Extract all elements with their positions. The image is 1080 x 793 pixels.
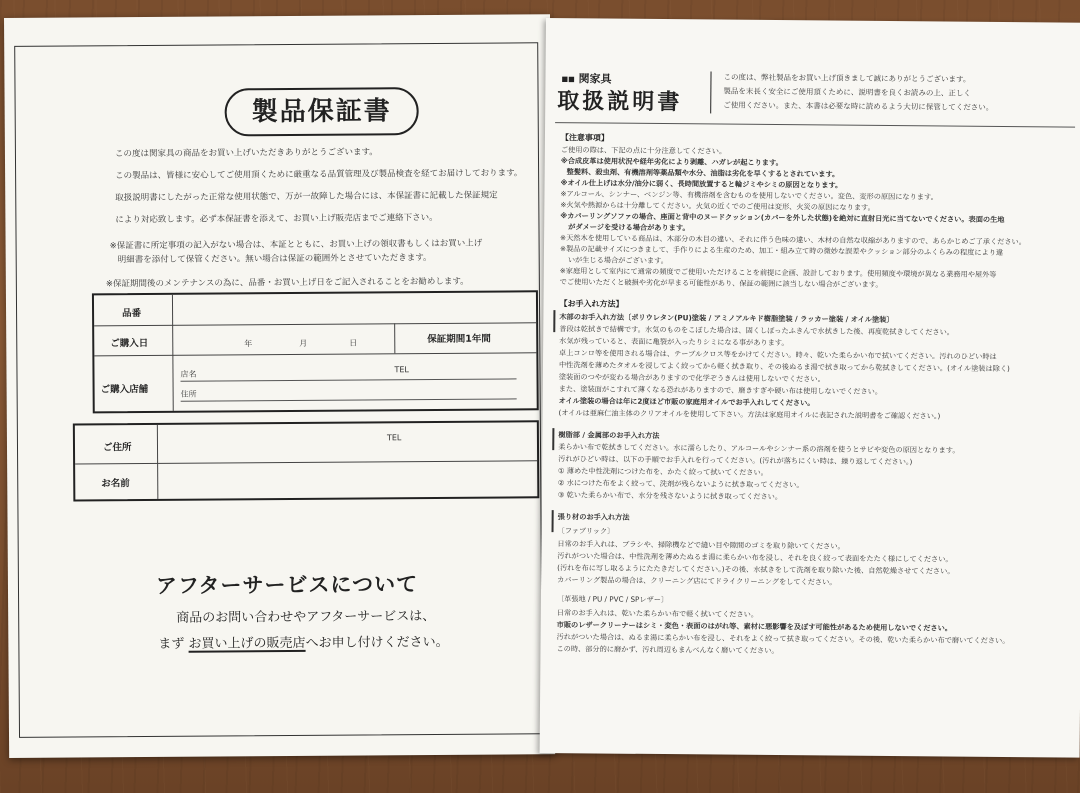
- after-service-line2c: へお申し付けください。: [305, 634, 449, 651]
- section-bar: [552, 510, 554, 532]
- section-bar: [553, 310, 555, 332]
- customer-info-table: [73, 420, 540, 501]
- manual-line: ※合成皮革は使用状況や経年劣化により剥離、ハガレが起こります。: [560, 156, 783, 168]
- warranty-paragraph: この製品は、皆様に安心してご使用頂くために厳重なる品質管理及び製品検査を経てお届けしております。: [115, 168, 523, 182]
- retail-store-emphasis: お買い上げの販売店: [188, 635, 306, 652]
- manual-line: 日常のお手入れは、乾いた柔らかい布で軽く拭いてください。: [556, 608, 759, 619]
- manual-line: ※火気や熱源からは十分離してください。火気の近くでのご使用は変形、火災の原因になります。: [560, 200, 875, 212]
- warranty-title: 製品保証書: [224, 87, 418, 136]
- manual-line: カバーリング製品の場合は、クリーニング店にてドライクリーニングをしてください。: [557, 575, 837, 587]
- manual-line: 卓上コンロ等を使用される場合は、テーブルクロス等をかけてください。時々、乾いた柔らかい布で拭いてください。汚れのひどい時は: [559, 348, 997, 361]
- manual-line: ※カバーリングソファの場合、座面と背中のヌードクッション(カバーを外した状態)を絶対に直射日光に当てないでください。表面の生地: [560, 211, 1005, 225]
- warranty-note: ※保証期間後のメンテナンスの為に、品番・お買い上げ日をご記入されることをお勧めします。: [105, 276, 469, 290]
- customer-tel-label: TEL: [386, 433, 402, 443]
- manual-line: 水気が残っていると、表面に亀裂が入ったりシミになる事があります。: [559, 336, 789, 348]
- manual-line: がダメージを受ける場合があります。: [568, 222, 690, 233]
- manual-line: 〔革張地 / PU / PVC / SPレザー〕: [556, 594, 669, 605]
- manual-line: でご使用いただくと破損や劣化が早まる可能性があり、保証の範囲に該当しない場合がございます。: [559, 277, 883, 289]
- manual-line: 〔ファブリック〕: [557, 526, 615, 536]
- manual-line: 日常のお手入れは、ブラシや、掃除機などで縫い目や隙間のゴミを取り除いてください。: [557, 539, 845, 551]
- manual-line: また、塗装面がこすれて薄くなる恐れがありますので、磨きすぎや硬い布は使用しないでください。: [558, 384, 883, 396]
- manual-line: 汚れがついた場合は、中性洗剤を薄めたぬるま湯に柔らかい布を浸し、それを良く絞って表面をたたく様にしてください。: [557, 551, 953, 564]
- manual-line: 市販のレザークリーナーはシミ・変色・表面のはがれ等、素材に悪影響を及ぼす可能性があるため使用しないでください。: [556, 620, 953, 633]
- warranty-paragraph: により対応致します。必ず本保証書を添えて、お買い上げ販売店までご連絡下さい。: [115, 212, 438, 226]
- intro-divider: [555, 122, 1075, 128]
- manual-title: 取扱説明書: [557, 89, 683, 116]
- instruction-sheet: [540, 18, 1080, 758]
- customer-address-label: ご住所: [102, 442, 132, 454]
- manual-line: ※天然木を使用している商品は、木部分の木目の違い、それに伴う色味の違い、木材の自然な収縮がありますので、あらかじめご了承ください。: [560, 233, 1026, 247]
- manual-line: ※家庭用として室内にて通常の頻度でご使用いただけることを前提に企画、設計しております。使用頻度や環境が異なる業務用や屋外等: [559, 266, 997, 279]
- manual-intro-line: ご使用ください。また、本書は必要な時に読めるよう大切に保管してください。: [723, 100, 994, 112]
- manual-line: (汚れを布に写し取るようにたたきだしてください。)その後、水拭きをして洗剤を取り除いた後、自然乾燥させてください。: [557, 563, 955, 576]
- manual-line: ご使用の際は、下記の点に十分注意してください。: [560, 145, 727, 156]
- brand-logo: ■■ 関家具: [561, 72, 612, 86]
- manual-line: (オイルは亜麻仁油主体のクリアオイルを使用して下さい。方法は家庭用オイルに表記された説明書をご確認ください。): [558, 408, 941, 421]
- upholstery-care-heading: 張り材のお手入れ方法: [557, 512, 630, 522]
- caution-heading: 【注意事項】: [560, 133, 609, 143]
- month-label: 月: [299, 338, 308, 348]
- manual-line: オイル塗装の場合は年に2度ほど市販の家庭用オイルでお手入れしてください。: [558, 396, 815, 408]
- product-number-label: 品番: [122, 308, 142, 320]
- store-name-label: 店名: [180, 369, 197, 379]
- day-label: 日: [349, 338, 358, 348]
- manual-line: 汚れがついた場合は、ぬるま湯に柔らかい布を浸し、それをよく絞って拭き取ってください。その後、乾いた柔らかい布で磨いてください。: [556, 632, 1010, 646]
- warranty-note: 明細書を添付して保管ください。無い場合は保証の範囲外とさせていただきます。: [117, 253, 432, 266]
- manual-line: ※製品の記載サイズにつきまして、手作りによる生産のため、加工・組み立て時の微妙な誤差やクッション部分のふくらみの程度により違: [559, 244, 1004, 257]
- manual-line: ※アルコール、シンナー、ベンジン等、有機溶剤を含むものを使用しないでください。変色、変形の原因になります。: [560, 189, 938, 202]
- manual-line: 塗装面のつやが変わる場合がありますので化学ぞうきんは使用しないでください。: [558, 372, 825, 384]
- wood-care-heading: 木部のお手入れ方法〔ポリウレタン(PU)塗装 / アミノアルキド樹脂塗装 / ラッカー塗装 / オイル塗装〕: [559, 312, 894, 325]
- warranty-sheet: [4, 14, 555, 758]
- manual-line: ① 薄めた中性洗剤につけた布を、かたく絞って拭いてください。: [558, 466, 768, 477]
- resin-care-heading: 樹脂部 / 金属部のお手入れ方法: [558, 430, 660, 441]
- manual-line: 中性洗剤を薄めたタオルを浸してよく絞ってから軽く拭き取り、その後ぬるま湯で拭き取ってから乾拭きしてください。(オイル塗装は除く): [558, 360, 1010, 374]
- purchase-store-label: ご購入店舗: [100, 384, 149, 396]
- manual-line: 汚れがひどい時は、以下の手順でお手入れを行ってください。(汚れが落ちにくい時は、繰り返してください。): [558, 454, 913, 467]
- manual-line: いが生じる場合がございます。: [567, 255, 668, 266]
- customer-name-label: お名前: [101, 478, 130, 490]
- manual-line: ③ 乾いた柔らかい布で、水分を残さないように拭き取ってください。: [557, 490, 783, 502]
- after-service-title: アフターサービスについて: [155, 572, 419, 598]
- after-service-line2a: まず: [158, 636, 185, 652]
- product-info-table: [92, 290, 539, 413]
- manual-line: ※オイル仕上げは水分/油分に弱く、長時間放置すると輪ジミやシミの原因となります。: [560, 178, 843, 190]
- manual-line: 整髪料、殺虫剤、有機溶剤等薬品類や水分、油脂は劣化を早くするとされています。: [566, 167, 840, 179]
- store-address-label: 住所: [180, 389, 197, 399]
- year-label: 年: [244, 339, 253, 349]
- manual-intro-line: この度は、弊社製品をお買い上げ頂きまして誠にありがとうございます。: [723, 72, 971, 84]
- warranty-paragraph: この度は関家具の商品をお買い上げいただきありがとうございます。: [114, 147, 378, 160]
- store-tel-label: TEL: [394, 365, 409, 375]
- manual-line: 普段は乾拭きで結構です。水気のものをこぼした場合は、固くしぼったふきんで水拭きした後、再度乾拭きしてください。: [559, 324, 955, 337]
- purchase-date-label: ご購入日: [110, 338, 149, 350]
- warranty-period: 保証期間1年間: [427, 333, 491, 346]
- brand-name: 関家具: [578, 72, 612, 86]
- after-service-line1: 商品のお問い合わせやアフターサービスは、: [176, 609, 436, 626]
- manual-line: この時、部分的に磨かず、汚れ周辺もまんべんなく磨いてください。: [556, 644, 779, 656]
- manual-intro-line: 製品を末長く安全にご使用頂くために、説明書を良くお読みの上、正しく: [723, 86, 971, 98]
- after-service-line2: [158, 631, 448, 652]
- title-divider: [710, 71, 711, 113]
- section-bar: [552, 428, 554, 450]
- warranty-paragraph: 取扱説明書にしたがった正常な使用状態で、万が一故障した場合には、本保証書に記載した保証規定: [115, 190, 498, 204]
- manual-line: ② 水につけた布をよく絞って、洗剤が残らないように拭き取ってください。: [557, 478, 804, 490]
- manual-line: 柔らかい布で乾拭きしてください。水に濡らしたり、アルコールやシンナー系の溶剤を使うとサビや変色の原因となります。: [558, 442, 960, 455]
- care-heading: 【お手入れ方法】: [559, 299, 624, 309]
- warranty-note: ※保証書に所定事項の記入がない場合は、本証とともに、お買い上げの領収書もしくはお買い上げ: [109, 238, 483, 252]
